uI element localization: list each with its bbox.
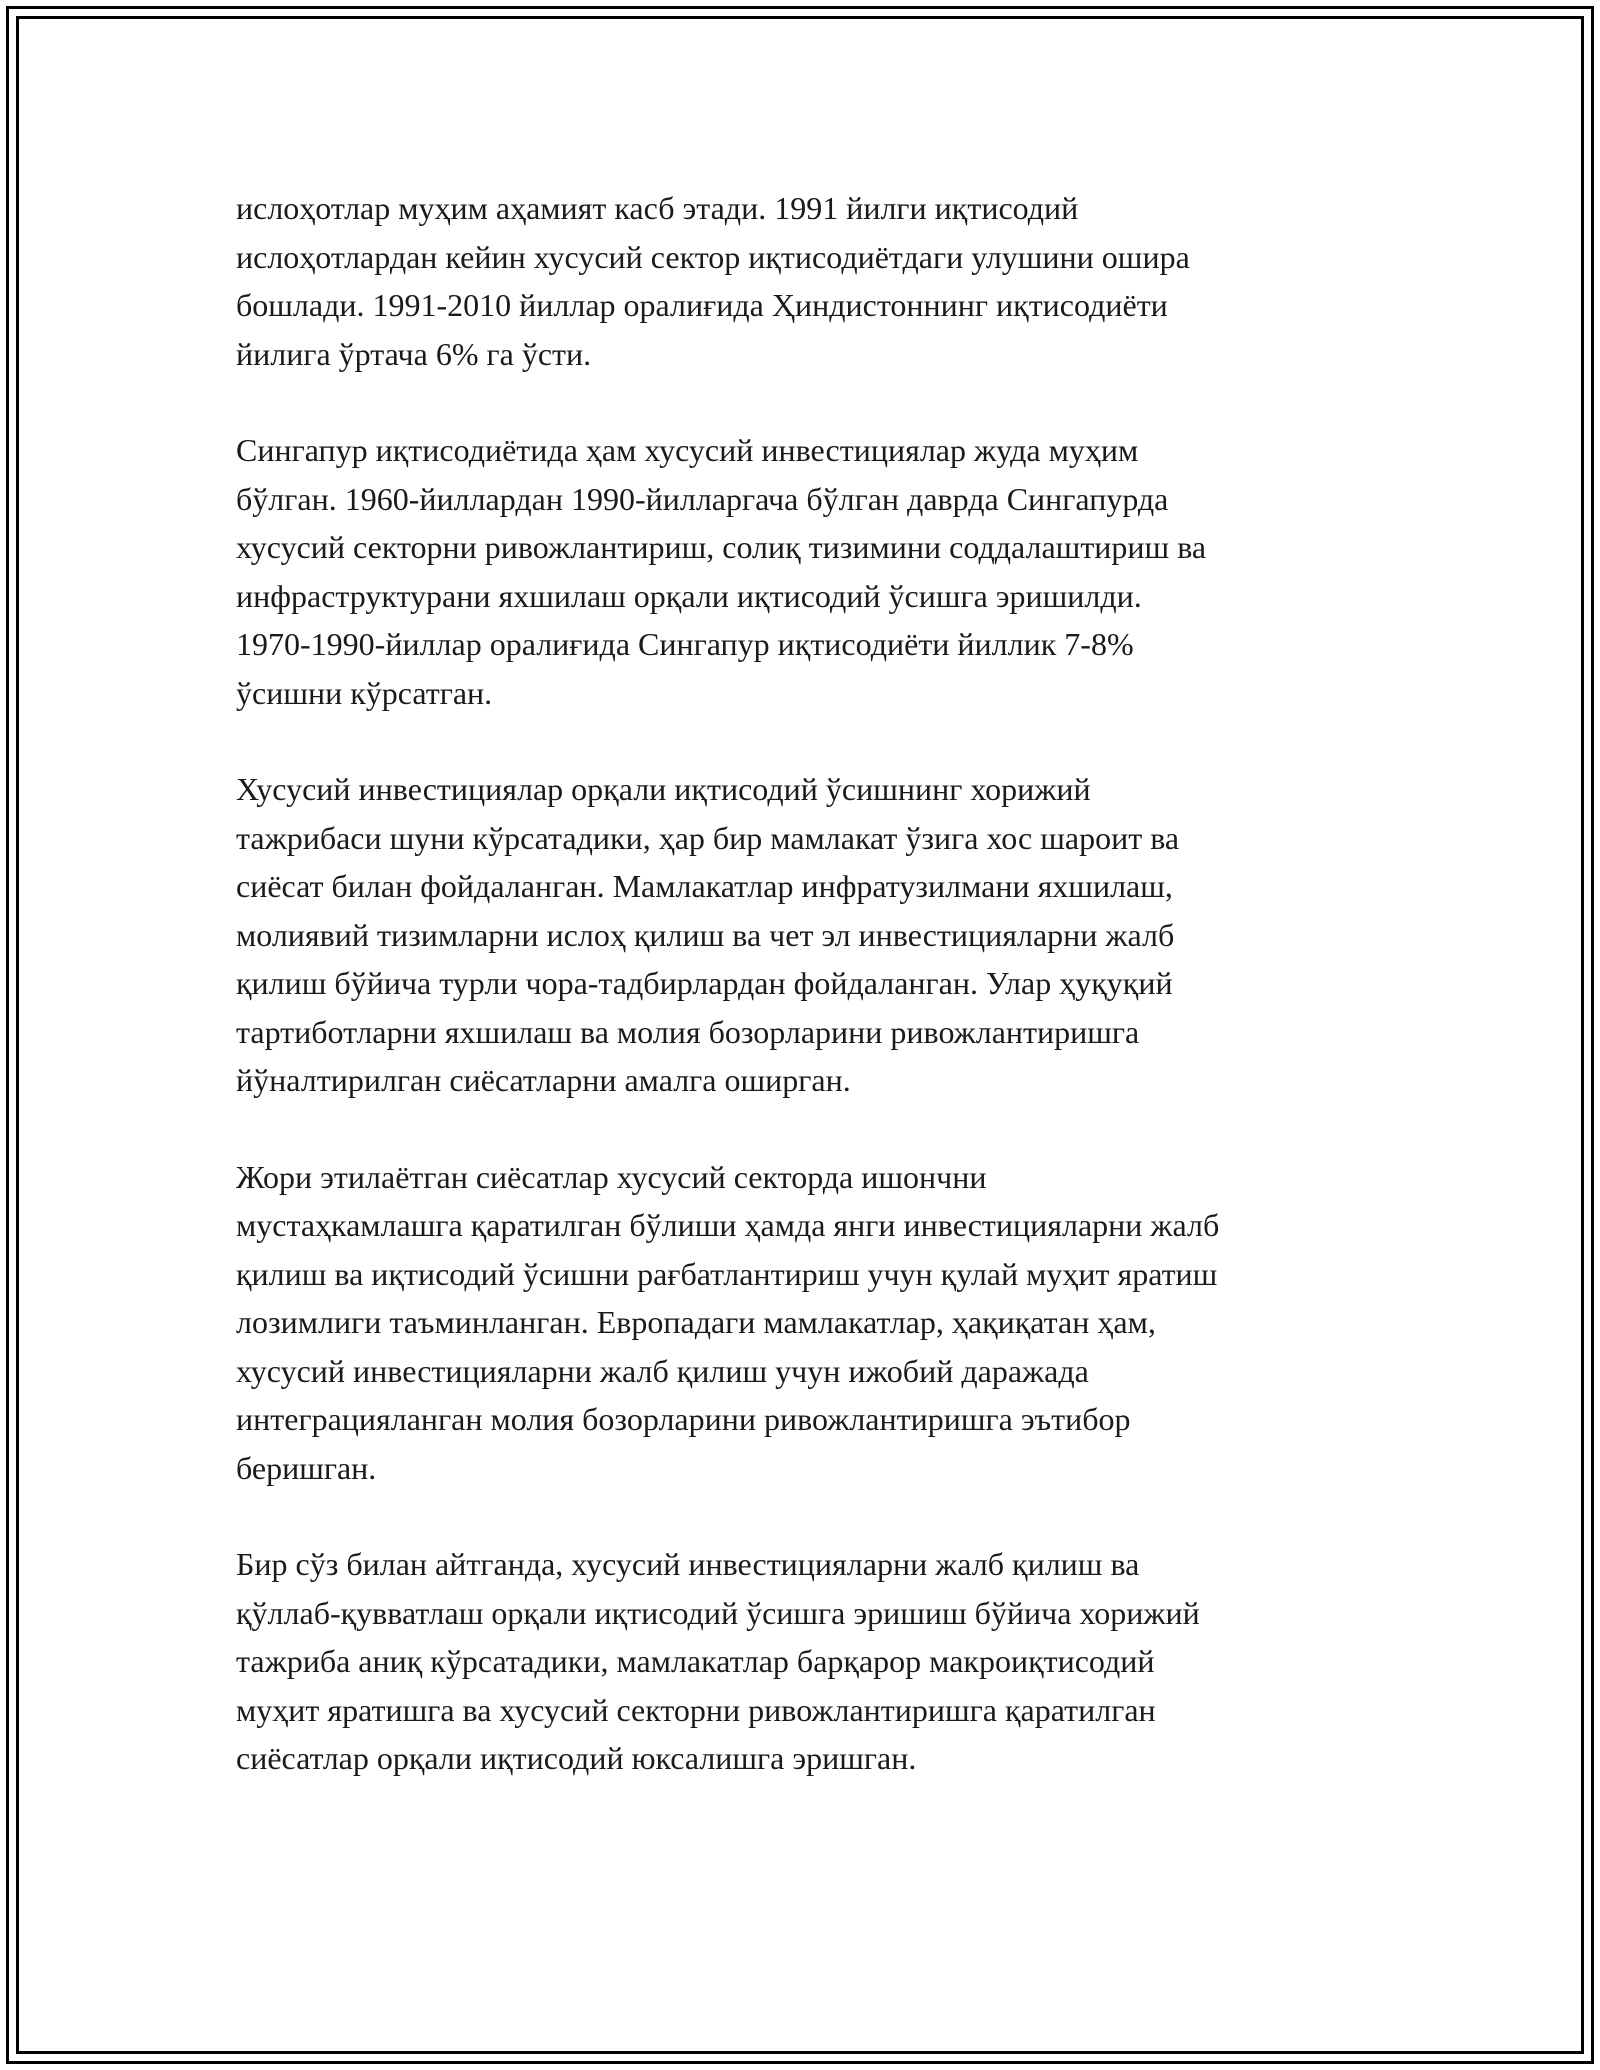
paragraph-india-reforms: ислоҳотлар муҳим аҳамият касб этади. 1991 йилги иқтисодий ислоҳотлардан кейин хусусий сектор иқтисодиётдаги улушини ошира бошлади. 1991-2010 йиллар оралиғида Ҳиндистоннинг иқтисодиёти йилига ўртача 6% га ўсти.	[236, 190, 1190, 372]
paragraph-conclusion: Бир сўз билан айтганда, хусусий инвестицияларни жалб қилиш ва қўллаб-қувватлаш орқали иқтисодий ўсишга эришиш бўйича хорижий тажриба аниқ кўрсатадики, мамлакатлар барқарор макроиқтисодий муҳит яратишга ва хусусий секторни ривожлантиришга қаратилган сиёсатлар орқали иқтисодий юксалишга эришган.	[236, 1546, 1200, 1776]
paragraph-foreign-experience: Хусусий инвестициялар орқали иқтисодий ўсишнинг хорижий тажрибаси шуни кўрсатадики, ҳар бир мамлакат ўзига хос шароит ва сиёсат билан фойдаланган. Мамлакатлар инфратузилмани яхшилаш, молиявий тизимларни ислоҳ қилиш ва чет эл инвестицияларни жалб қилиш бўйича турли чора-тадбирлардан фойдаланган. Улар ҳуқуқий тартиботларни яхшилаш ва молия бозорларини ривожлантиришга йўналтирилган сиёсатларни амалга оширган.	[236, 771, 1180, 1098]
document-body	[236, 184, 1376, 1831]
paragraph-singapore-investment: Сингапур иқтисодиётида ҳам хусусий инвестициялар жуда муҳим бўлган. 1960-йиллардан 1990-йилларгача бўлган даврда Сингапурда хусусий секторни ривожлантириш, солиқ тизимини соддалаштириш ва инфраструктурани яхшилаш орқали иқтисодий ўсишга эришилди. 1970-1990-йиллар оралиғида Сингапур иқтисодиёти йиллик 7-8% ўсишни кўрсатган.	[236, 432, 1207, 711]
paragraph-policy-environment: Жори этилаётган сиёсатлар хусусий секторда ишончни мустаҳкамлашга қаратилган бўлиши ҳамда янги инвестицияларни жалб қилиш ва иқтисодий ўсишни рағбатлантириш учун қулай муҳит яратиш лозимлиги таъминланган. Европадаги мамлакатлар, ҳақиқатан ҳам, хусусий инвестицияларни жалб қилиш учун ижобий даражада интеграцияланган молия бозорларини ривожлантиришга эътибор беришган.	[236, 1158, 1220, 1486]
